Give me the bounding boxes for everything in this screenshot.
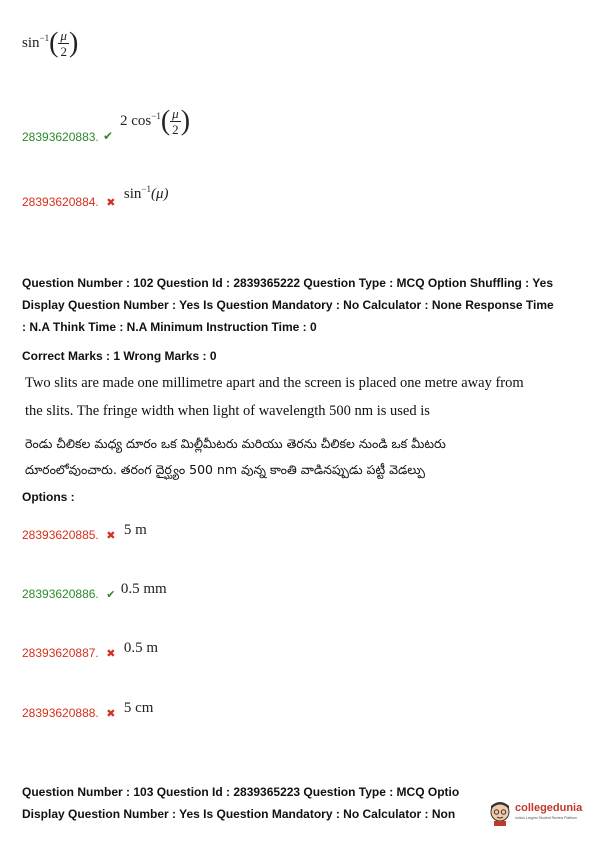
cross-icon: ✖ bbox=[106, 530, 116, 542]
option-text: 0.5 m bbox=[123, 640, 159, 656]
option-text: 5 cm bbox=[123, 700, 154, 716]
question-text-line: Two slits are made one millimetre apart and the screen is placed one metre away from bbox=[25, 375, 524, 391]
question-meta-line: : N.A Think Time : N.A Minimum Instruction Time : 0 bbox=[22, 320, 317, 334]
question-text-line: దూరంలోవుంచారు. తరంగ దైర్ఘ్యం 500 nm వున్న కాంతి వాడినప్పుడు పట్టీ వెడల్పు bbox=[25, 462, 425, 477]
option-text: 5 m bbox=[123, 522, 147, 538]
option-id: 28393620888. bbox=[22, 706, 99, 720]
option-text: 0.5 mm bbox=[120, 581, 167, 597]
question-meta-line: Question Number : 102 Question Id : 2839365222 Question Type : MCQ Option Shuffling : Yes bbox=[22, 276, 553, 290]
option-row-28393620886 bbox=[22, 580, 167, 601]
logo-tagline: India's Largest Student Review Platform bbox=[515, 816, 578, 820]
option-row-28393620888 bbox=[22, 699, 154, 720]
question-text-english bbox=[25, 369, 585, 425]
logo-name: collegedunia bbox=[515, 802, 583, 814]
option-row-28393620885 bbox=[22, 521, 147, 542]
option-id: 28393620883. bbox=[22, 130, 99, 144]
cross-icon: ✖ bbox=[106, 197, 116, 209]
question-text-telugu bbox=[25, 431, 585, 483]
option-id: 28393620884. bbox=[22, 195, 99, 209]
question-text-line: రెండు చీలికల మధ్య దూరం ఒక మిల్లీమీటరు మరియు తెరను చీలికల నుండి ఒక మీటరు bbox=[25, 436, 446, 451]
question-meta-line: Display Question Number : Yes Is Question Mandatory : No Calculator : None Response Time bbox=[22, 298, 554, 312]
student-avatar-icon bbox=[488, 800, 512, 826]
option-id: 28393620885. bbox=[22, 528, 99, 542]
collegedunia-logo bbox=[488, 800, 585, 826]
option-sin-inverse-mu-over-2: $\sin^{-1}$( $\frac{\mu}{2}$ ) bbox=[22, 27, 79, 59]
check-icon: ✔ bbox=[106, 589, 116, 601]
cross-icon: ✖ bbox=[106, 648, 116, 660]
question-meta-line: Question Number : 103 Question Id : 2839365223 Question Type : MCQ Optio bbox=[22, 785, 460, 799]
option-sin-inverse-mu: $\sin^{-1}(\mu)$ bbox=[123, 184, 169, 202]
cross-icon: ✖ bbox=[106, 708, 116, 720]
option-id: 28393620887. bbox=[22, 646, 99, 660]
option-id: 28393620886. bbox=[22, 587, 99, 601]
question-marks: Correct Marks : 1 Wrong Marks : 0 bbox=[22, 349, 217, 363]
option-row-28393620884 bbox=[22, 184, 169, 209]
options-label: Options : bbox=[22, 490, 75, 504]
option-2cos-inverse-mu-over-2: 2 $\cos^{-1}$( $\frac{\mu}{2}$ ) bbox=[120, 105, 191, 137]
question-meta bbox=[22, 272, 582, 338]
option-row-28393620887 bbox=[22, 639, 159, 660]
question-meta bbox=[22, 781, 477, 825]
check-icon: ✔ bbox=[103, 129, 114, 143]
question-meta-line: Display Question Number : Yes Is Question Mandatory : No Calculator : Non bbox=[22, 807, 456, 821]
question-text-line: the slits. The fringe width when light of wavelength 500 nm is used is bbox=[25, 403, 430, 419]
